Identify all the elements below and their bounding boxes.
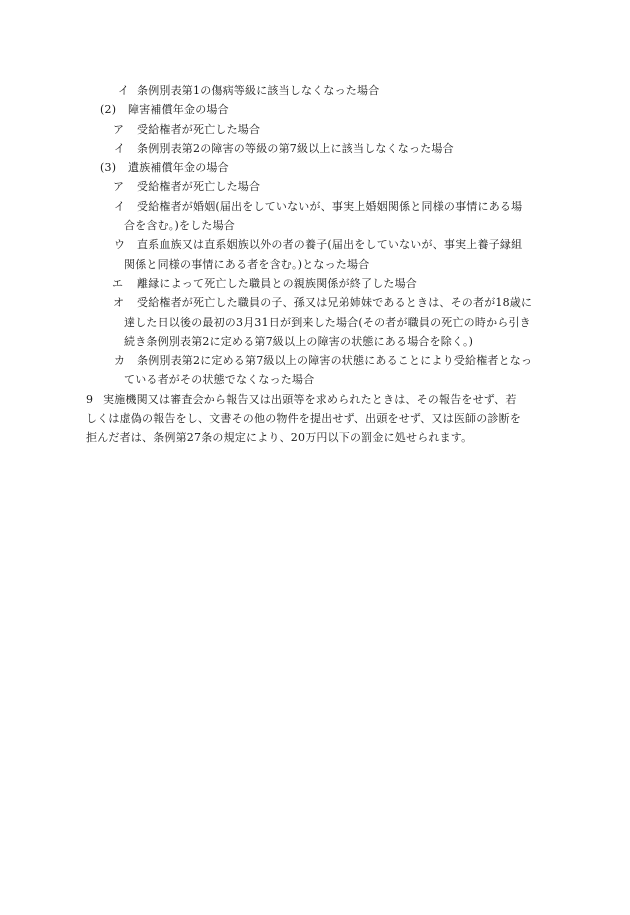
paragraph-text: 実施機関又は審査会から報告又は出頭等を求められたときは、その報告をせず、若 (103, 392, 517, 406)
item-marker: ウ (114, 238, 126, 252)
item-marker: エ (112, 276, 124, 290)
section-heading (0, 158, 630, 177)
section-text: 障害補償年金の場合 (128, 103, 229, 117)
paragraph-number: 9 (86, 392, 94, 406)
item-text: 直系血族又は直系姻族以外の者の養子(届出をしていないが、事実上養子縁組 (137, 238, 523, 252)
continuation-text: 関係と同様の事情にある者を含む。)となった場合 (124, 257, 370, 271)
item-line (0, 120, 630, 139)
item-marker: イ (114, 141, 126, 155)
item-text: 受給権者が死亡した職員の子、孫又は兄弟姉妹であるときは、その者が18歳に (137, 296, 533, 310)
item-text: 受給権者が死亡した場合 (137, 180, 261, 194)
item-marker: イ (118, 84, 130, 97)
paragraph-line (0, 390, 630, 409)
continuation-line (0, 255, 630, 274)
item-line (0, 274, 630, 293)
item-text: 条例別表第2の障害の等級の第7級以上に該当しなくなった場合 (137, 141, 454, 155)
item-line (0, 197, 630, 216)
continuation-line (0, 313, 630, 332)
continuation-text: 拒んだ者は、条例第27条の規定により、20万円以下の罰金に処せられます。 (86, 431, 473, 445)
continuation-text: しくは虚偽の報告をし、文書その他の物件を提出せず、出頭をせず、又は医師の診断を (86, 412, 522, 426)
item-marker: カ (114, 354, 126, 368)
item-text: 条例別表第1の傷病等級に該当しなくなった場合 (137, 84, 380, 97)
item-line (0, 81, 630, 100)
section-text: 遺族補償年金の場合 (128, 161, 229, 175)
continuation-line (0, 370, 630, 389)
section-marker: (3) (100, 161, 117, 175)
item-text: 受給権者が婚姻(届出をしていないが、事実上婚姻関係と同様の事情にある場 (137, 199, 523, 213)
continuation-line (0, 428, 630, 447)
continuation-line (0, 332, 630, 351)
item-line (0, 139, 630, 158)
item-text: 受給権者が死亡した場合 (137, 122, 261, 136)
continuation-text: 合を含む。)をした場合 (124, 219, 235, 233)
continuation-line (0, 409, 630, 428)
item-marker: ア (113, 180, 125, 194)
continuation-text: ている者がその状態でなくなった場合 (124, 373, 315, 387)
continuation-line (0, 216, 630, 235)
item-marker: ア (113, 122, 125, 136)
item-line (0, 351, 630, 370)
section-heading (0, 100, 630, 119)
item-marker: イ (114, 199, 126, 213)
continuation-text: 達した日以後の最初の3月31日が到来した場合(その者が職員の死亡の時から引き (124, 315, 531, 329)
item-text: 離縁によって死亡した職員との親族関係が終了した場合 (137, 276, 417, 290)
item-line (0, 293, 630, 312)
document-body (0, 81, 630, 448)
section-marker: (2) (100, 103, 117, 117)
item-marker: オ (113, 296, 125, 310)
continuation-text: 続き条例別表第2に定める第7級以上の障害の状態にある場合を除く。) (124, 334, 474, 348)
item-line (0, 235, 630, 254)
item-line (0, 177, 630, 196)
item-text: 条例別表第2に定める第7級以上の障害の状態にあることにより受給権者となっ (137, 354, 533, 368)
